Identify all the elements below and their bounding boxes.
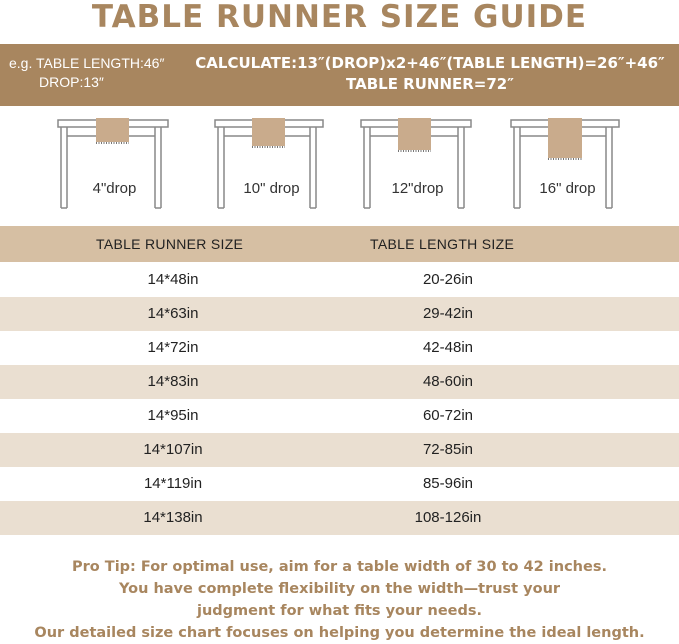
table-row — [0, 501, 679, 535]
pro-tip-line: You have complete flexibility on the width—trust your — [118, 581, 561, 597]
example-text — [9, 54, 164, 92]
calculation-result: TABLE RUNNER=72″ — [346, 75, 514, 93]
table-illustration-4-drop — [57, 114, 172, 214]
runner-size-cell: 14*72in — [147, 339, 199, 356]
table-length-cell: 108-126in — [414, 509, 482, 526]
table-row — [0, 331, 679, 365]
table-row — [0, 433, 679, 467]
table-icon — [510, 114, 625, 214]
example-table-length: e.g. TABLE LENGTH:46″ — [9, 55, 165, 71]
drop-label: 12"drop — [391, 180, 444, 197]
calculation-formula: CALCULATE:13″(DROP)x2+46″(TABLE LENGTH)=26″+46″ — [195, 54, 665, 72]
table-row — [0, 467, 679, 501]
runner-size-cell: 14*48in — [147, 271, 199, 288]
calculation-text — [185, 53, 675, 95]
drop-illustrations — [0, 114, 679, 214]
table-length-cell: 42-48in — [422, 339, 474, 356]
runner-size-cell: 14*107in — [143, 441, 203, 458]
table-illustration-10-drop — [214, 114, 329, 214]
pro-tip-line: Our detailed size chart focuses on helping you determine the ideal length. — [34, 625, 645, 641]
runner-size-cell: 14*63in — [147, 305, 199, 322]
table-length-cell: 85-96in — [422, 475, 474, 492]
table-length-cell: 60-72in — [422, 407, 474, 424]
table-row — [0, 365, 679, 399]
runner-size-cell: 14*119in — [143, 475, 203, 492]
pro-tip-line: judgment for what fits your needs. — [196, 603, 483, 619]
table-row — [0, 297, 679, 331]
pro-tip — [0, 556, 679, 644]
table-illustration-12-drop — [360, 114, 475, 214]
header-runner-size: TABLE RUNNER SIZE — [96, 236, 244, 252]
drop-label: 16" drop — [539, 180, 596, 197]
table-length-cell: 29-42in — [422, 305, 474, 322]
table-length-cell: 72-85in — [422, 441, 474, 458]
pro-tip-line: Pro Tip: For optimal use, aim for a table width of 30 to 42 inches. — [72, 559, 607, 575]
page-title: TABLE RUNNER SIZE GUIDE — [91, 0, 588, 35]
example-drop: DROP:13″ — [39, 74, 104, 90]
runner-size-cell: 14*138in — [143, 509, 203, 526]
drop-label: 4"drop — [92, 180, 137, 197]
runner-size-cell: 14*95in — [147, 407, 199, 424]
table-illustration-16-drop — [510, 114, 625, 214]
size-table-header — [0, 226, 679, 262]
runner-size-cell: 14*83in — [147, 373, 199, 390]
table-row — [0, 263, 679, 297]
table-length-cell: 20-26in — [422, 271, 474, 288]
table-icon — [214, 114, 329, 214]
drop-label: 10" drop — [243, 180, 300, 197]
table-icon — [360, 114, 475, 214]
table-icon — [57, 114, 172, 214]
calculation-banner — [0, 44, 679, 106]
table-length-cell: 48-60in — [422, 373, 474, 390]
header-table-length: TABLE LENGTH SIZE — [370, 236, 515, 252]
table-row — [0, 399, 679, 433]
